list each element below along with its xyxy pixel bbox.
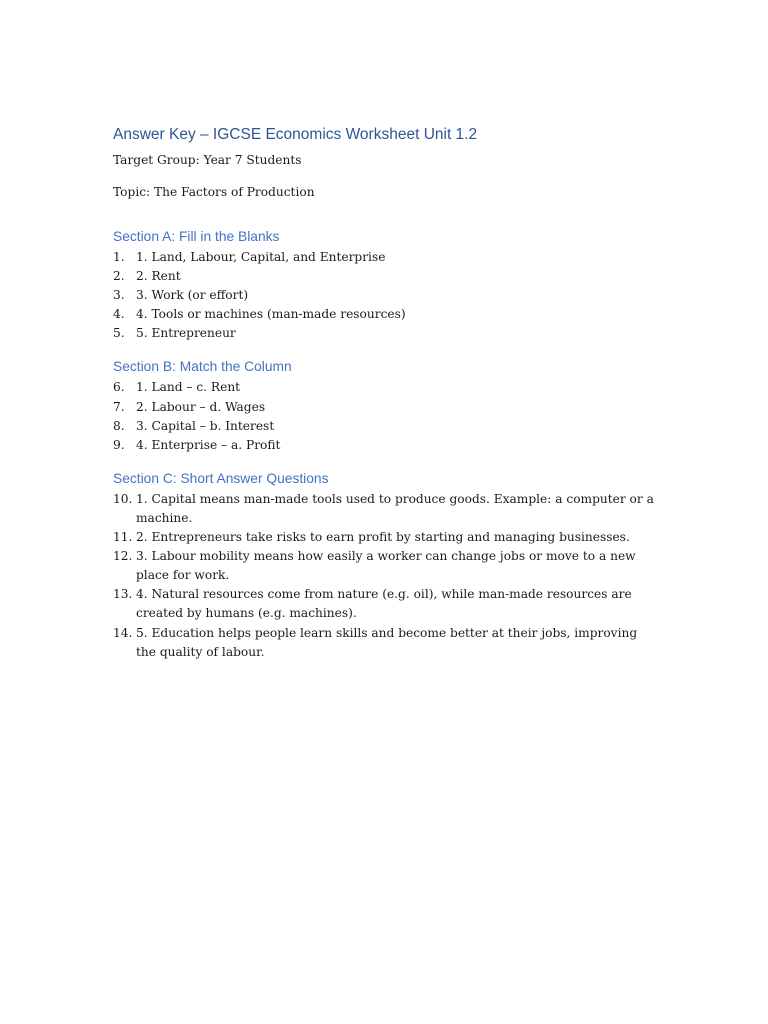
list-item — [113, 585, 658, 623]
section-b-heading: Section B: Match the Column — [113, 359, 292, 375]
list-item-text: 5. Entrepreneur — [136, 326, 236, 341]
list-item — [113, 547, 658, 585]
list-item-number: 3. — [113, 288, 125, 303]
list-item-number: 7. — [113, 399, 125, 414]
list-item-number: 10. — [113, 491, 133, 506]
list-item-text: 1. Land, Labour, Capital, and Enterprise — [136, 250, 386, 264]
list-item — [113, 398, 658, 417]
document-body — [113, 124, 658, 662]
list-item-text: 3. Work (or effort) — [136, 288, 249, 303]
list-item — [113, 624, 658, 662]
list-item-text: 1. Capital means man-made tools used to produce goods. Example: a computer or a machine. — [136, 491, 654, 525]
section-b-list — [113, 378, 658, 454]
target-group-text: Target Group: Year 7 Students — [113, 153, 302, 167]
section-c-list — [113, 490, 658, 662]
list-item-number: 4. — [113, 307, 125, 322]
topic-text: Topic: The Factors of Production — [113, 185, 315, 199]
list-item-number: 6. — [113, 380, 125, 395]
list-item-text: 4. Tools or machines (man-made resources) — [136, 307, 406, 322]
list-item-text: 4. Natural resources come from nature (e.g. oil), while man-made resources are created by humans (e.g. machines). — [136, 587, 632, 621]
list-item-text: 1. Land – c. Rent — [136, 380, 241, 395]
list-item-number: 13. — [113, 587, 133, 602]
section-a-list — [113, 248, 658, 343]
list-item-text: 3. Labour mobility means how easily a worker can change jobs or move to a new place for work. — [136, 549, 636, 583]
list-item — [113, 417, 658, 436]
list-item-number: 2. — [113, 269, 125, 284]
spacer — [113, 168, 658, 184]
document-title: Answer Key – IGCSE Economics Worksheet Unit 1.2 — [113, 126, 478, 143]
list-item — [113, 528, 658, 547]
list-item-text: 4. Enterprise – a. Profit — [136, 437, 281, 452]
list-item-number: 8. — [113, 418, 125, 433]
list-item — [113, 267, 658, 286]
list-item — [113, 436, 658, 455]
list-item-number: 5. — [113, 326, 125, 341]
list-item — [113, 490, 658, 528]
list-item-number: 12. — [113, 549, 133, 564]
list-item-text: 2. Labour – d. Wages — [136, 399, 266, 414]
list-item-number: 14. — [113, 625, 133, 640]
list-item-number: 9. — [113, 437, 125, 452]
list-item-text: 5. Education helps people learn skills and become better at their jobs, improving the quality of labour. — [136, 625, 638, 659]
list-item — [113, 324, 658, 343]
list-item-text: 2. Entrepreneurs take risks to earn profit by starting and managing businesses. — [136, 530, 630, 545]
section-a-heading: Section A: Fill in the Blanks — [113, 229, 280, 244]
list-item — [113, 286, 658, 305]
section-c-heading: Section C: Short Answer Questions — [113, 470, 329, 486]
list-item-text: 3. Capital – b. Interest — [136, 418, 275, 433]
list-item — [113, 305, 658, 324]
list-item-number: 11. — [113, 530, 133, 545]
list-item-number: 1. — [113, 250, 125, 264]
list-item — [113, 378, 658, 397]
list-item — [113, 248, 658, 267]
list-item-text: 2. Rent — [136, 269, 181, 284]
